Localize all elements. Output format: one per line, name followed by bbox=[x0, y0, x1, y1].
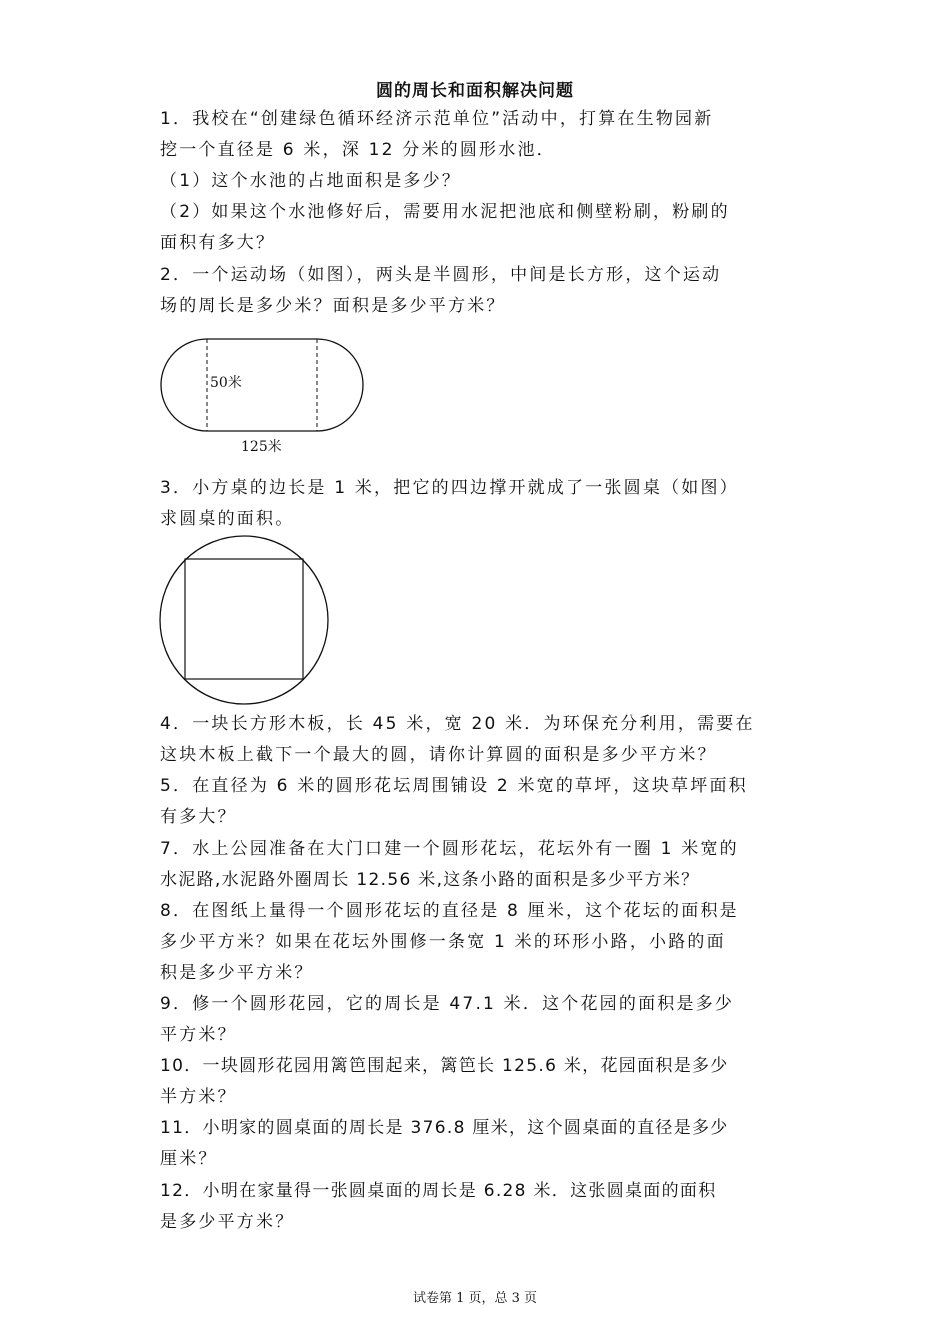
q1-sub2-line-2: 面积有多大？ bbox=[160, 233, 276, 253]
q8-line-2: 多少平方米？如果在花坛外围修一条宽 1 米的环形小路，小路的面 bbox=[160, 932, 726, 952]
q8-line-3: 积是多少平方米？ bbox=[160, 963, 314, 983]
round-table-figure bbox=[155, 533, 335, 713]
q10-line-1: 10．一块圆形花园用篱笆围起来，篱笆长 125.6 米，花园面积是多少 bbox=[160, 1056, 729, 1076]
q1-sub2-line-1: （2）如果这个水池修好后，需要用水泥把池底和侧壁粉刷，粉刷的 bbox=[160, 202, 730, 222]
q2-line-2: 场的周长是多少米？面积是多少平方米？ bbox=[160, 296, 506, 316]
q8-line-1: 8．在图纸上量得一个圆形花坛的直径是 8 厘米，这个花坛的面积是 bbox=[160, 901, 739, 921]
track-length-label: 125米 bbox=[241, 439, 282, 455]
q7-line-1: 7．水上公园准备在大门口建一个圆形花坛，花坛外有一圈 1 米宽的 bbox=[160, 839, 739, 859]
q3-line-2: 求圆桌的面积。 bbox=[160, 509, 295, 529]
q1-line-1: 1．我校在“创建绿色循环经济示范单位”活动中，打算在生物园新 bbox=[160, 109, 714, 129]
q5-line-2: 有多大？ bbox=[160, 807, 237, 827]
track-width-label: 50米 bbox=[210, 375, 242, 391]
q1-line-2: 挖一个直径是 6 米，深 12 分米的圆形水池． bbox=[160, 140, 556, 160]
q7-line-2: 水泥路,水泥路外圈周长 12.56 米,这条小路的面积是多少平方米？ bbox=[160, 870, 700, 890]
q3-line-1: 3．小方桌的边长是 1 米，把它的四边撑开就成了一张圆桌（如图） bbox=[160, 478, 739, 498]
page-footer: 试卷第 1 页，总 3 页 bbox=[412, 1291, 538, 1306]
q5-line-1: 5．在直径为 6 米的圆形花坛周围铺设 2 米宽的草坪，这块草坪面积 bbox=[160, 776, 748, 796]
q4-line-2: 这块木板上截下一个最大的圆，请你计算圆的面积是多少平方米？ bbox=[160, 745, 717, 765]
q2-line-1: 2．一个运动场（如图），两头是半圆形，中间是长方形，这个运动 bbox=[160, 265, 722, 285]
q9-line-1: 9．修一个圆形花园，它的周长是 47.1 米．这个花园的面积是多少 bbox=[160, 994, 735, 1014]
q9-line-2: 平方米？ bbox=[160, 1025, 237, 1045]
q4-line-1: 4．一块长方形木板，长 45 米，宽 20 米．为环保充分利用，需要在 bbox=[160, 714, 755, 734]
q10-line-2: 半方米？ bbox=[160, 1087, 237, 1107]
track-outline bbox=[161, 339, 363, 431]
q11-line-2: 厘米？ bbox=[160, 1149, 218, 1169]
q12-line-2: 是多少平方米？ bbox=[160, 1212, 295, 1232]
track-figure bbox=[155, 335, 375, 435]
q12-line-1: 12．小明在家量得一张圆桌面的周长是 6.28 米．这张圆桌面的面积 bbox=[160, 1181, 717, 1201]
q11-line-1: 11．小明家的圆桌面的周长是 376.8 厘米，这个圆桌面的直径是多少 bbox=[160, 1118, 729, 1138]
table-square bbox=[185, 559, 303, 679]
page-title: 圆的周长和面积解决问题 bbox=[376, 81, 574, 101]
q1-sub1: （1）这个水池的占地面积是多少？ bbox=[160, 171, 462, 191]
